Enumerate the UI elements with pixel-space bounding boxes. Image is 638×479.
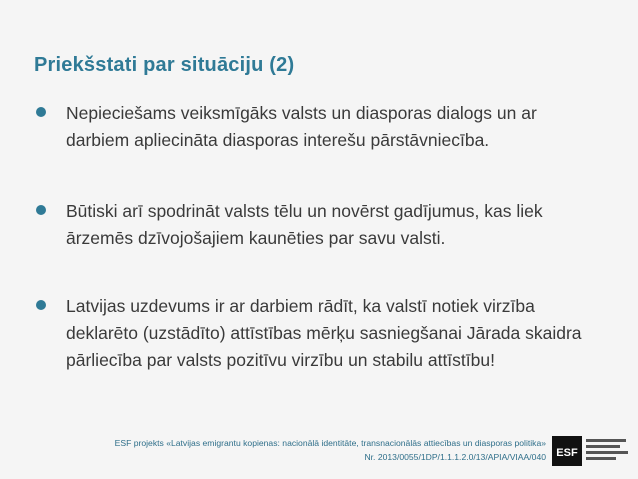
bullet-dot-icon [36,107,46,117]
slide-title: Priekšstati par situāciju (2) [34,54,295,76]
bullet-dot-icon [36,300,46,310]
logo-text-lines-icon [586,439,630,463]
bullet-text: Būtiski arī spodrināt valsts tēlu un novērst gadījumus, kas liek ārzemēs dzīvojošajiem kaunēties par savu valsti. [66,201,543,248]
esf-logo-text: ESF [556,447,578,459]
footer-number-line: Nr. 2013/0055/1DP/1.1.1.2.0/13/APIA/VIAA/040 [364,452,546,462]
footer-project-line: ESF projekts «Latvijas emigrantu kopienas: nacionālā identitāte, transnacionālās attiecības un diasporas politika» [114,438,546,448]
bullet-text: Nepieciešams veiksmīgāks valsts un diasporas dialogs un ar darbiem apliecināta diasporas interešu pārstāvniecība. [66,103,537,150]
bullet-text: Latvijas uzdevums ir ar darbiem rādīt, ka valstī notiek virzība deklarēto (uzstādīto) attīstības mērķu sasniegšanai Jārada skaidra pārliecība par valsts pozitīvu virzību un stabilu attīstību! [66,296,582,370]
esf-logo-icon [552,436,582,466]
bullet-dot-icon [36,205,46,215]
